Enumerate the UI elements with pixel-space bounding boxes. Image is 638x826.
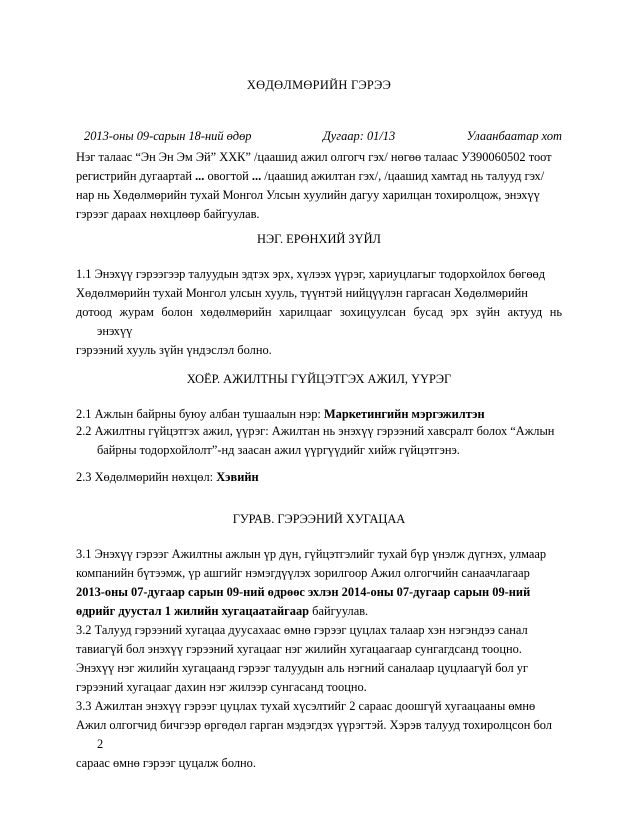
intro-line: нар нь Хөдөлмөрийн тухай Монгол Улсын хуулийн дагуу харилцан тохиролцож, энэхүү: [76, 188, 540, 202]
section3-line: [76, 602, 562, 621]
section3-line: Энэхүү нэг жилийн хугацаанд гэрээг талуудын аль нэгний саналаар цуцлаагүй бол уг: [76, 661, 528, 675]
section-heading: НЭГ. ЕРӨНХИЙ ЗҮЙЛ: [257, 232, 381, 246]
section3-body: [76, 545, 562, 773]
conditions-value: Хэвийн: [216, 470, 259, 484]
section3-line: 2: [97, 737, 104, 751]
intro-line: [76, 167, 562, 186]
section2-line: байрны тодорхойлолт”-нд заасан ажил үүргүүдийг хийж гүйцэтгэнэ.: [97, 443, 460, 457]
section1-line: энэхүү: [97, 324, 133, 338]
section3-line: тавиагүй бол энэхүү гэрээний хугацааг нэг жилийн хугацаагаар сунгагдсанд тооцно.: [76, 642, 522, 656]
contract-place: Улаанбаатар хот: [466, 129, 562, 143]
section1-body: [76, 265, 562, 360]
conditions-label: 2.3 Хөдөлмөрийн нөхцөл:: [76, 470, 217, 484]
section2-item: [76, 422, 562, 460]
intro-text: /цаашид ажилтан гэх/, /цаашид хамтад нь талууд гэх/: [261, 169, 545, 183]
section-heading: ГУРАВ. ГЭРЭЭНИЙ ХУГАЦАА: [232, 512, 406, 526]
section3-line: 3.2 Талууд гэрээний хугацаа дуусахаас өмнө гэрээг цуцлах талаар хэн нэгэндээ санал: [76, 623, 528, 637]
section2-item: [76, 468, 562, 487]
intro-paragraph: [76, 148, 562, 224]
intro-placeholder: ...: [251, 169, 262, 183]
section3-line: компанийн бүтээмж, үр ашгийг нэмэгдүүлэх зорилгоор Ажил олгогчийн санаачлагаар: [76, 566, 530, 580]
section3-line: 3.1 Энэхүү гэрээг Ажилтны ажлын үр дүн, гүйцэтгэлийг тухай бүр үнэлж дүгнэх, улмаар: [76, 547, 547, 561]
intro-line: гэрээг дараах нөхцлөөр байгуулав.: [76, 207, 260, 221]
intro-text: овогтой: [204, 169, 252, 183]
section3-line: Ажил олгогчид бичгээр өргөдөл гарган мэдэгдэх үүрэгтэй. Хэрэв талууд тохиролцсон бол: [76, 718, 552, 732]
section3-line: сараас өмнө гэрээг цуцалж болно.: [76, 756, 256, 770]
contract-title: ХӨДӨЛМӨРИЙН ГЭРЭЭ: [246, 78, 392, 92]
intro-text: регистрийн дугаартай: [76, 169, 196, 183]
intro-line: Нэг талаас “Эн Эн Эм Эй” ХХК” /цаашид ажил олгогч гэх/ нөгөө талаас УЗ90060502 тоот: [76, 150, 552, 164]
contract-number: Дугаар: 01/13: [322, 129, 396, 143]
contract-date: 2013-оны 09-сарын 18-ний өдөр: [84, 129, 252, 143]
section1-line: 1.1 Энэхүү гэрээгээр талуудын эдтэх эрх, хүлээх үүрэг, хариуцлагыг тодорхойлох бөгөөд: [76, 267, 546, 281]
intro-placeholder: ...: [195, 169, 205, 183]
section1-line: Хөдөлмөрийн тухай Монгол улсын хууль, түүнтэй нийцүүлэн гаргасан Хөдөлмөрийн: [76, 286, 528, 300]
section3-line: 2013-оны 07-дугаар сарын 09-ний өдрөөс эхлэн 2014-оны 07-дугаар сарын 09-ний: [76, 585, 531, 599]
section-heading: ХОЁР. АЖИЛТНЫ ГҮЙЦЭТГЭХ АЖИЛ, ҮҮРЭГ: [186, 372, 452, 386]
section1-line: дотоод журам болон хөдөлмөрийн харилцааг зохицуулсан бусад эрх зүйн актууд нь: [76, 305, 562, 319]
section3-line: 3.3 Ажилтан энэхүү гэрээг цуцлах тухай хүсэлтийг 2 сараас доошгүй хугаацааны өмнө: [76, 699, 536, 713]
position-label: 2.1 Ажлын байрны буюу албан тушаалын нэр:: [76, 407, 324, 421]
section3-line: гэрээний хугацааг дахин нэг жилээр сунгасанд тооцно.: [76, 680, 367, 694]
section2-line: 2.2 Ажилтны гүйцэтгэх ажил, үүрэг: Ажилтан нь энэхүү гэрээний хавсралт болох “Ажлын: [76, 424, 555, 438]
section1-line: гэрээний хууль зүйн үндэслэл болно.: [76, 343, 272, 357]
term-text: байгуулав.: [309, 604, 369, 618]
position-value: Маркетингийн мэргэжилтэн: [323, 407, 485, 421]
contract-meta-line: [76, 127, 562, 146]
term-bold: өдрийг дуустал 1 жилийн хугацаатайгаар: [76, 604, 310, 618]
